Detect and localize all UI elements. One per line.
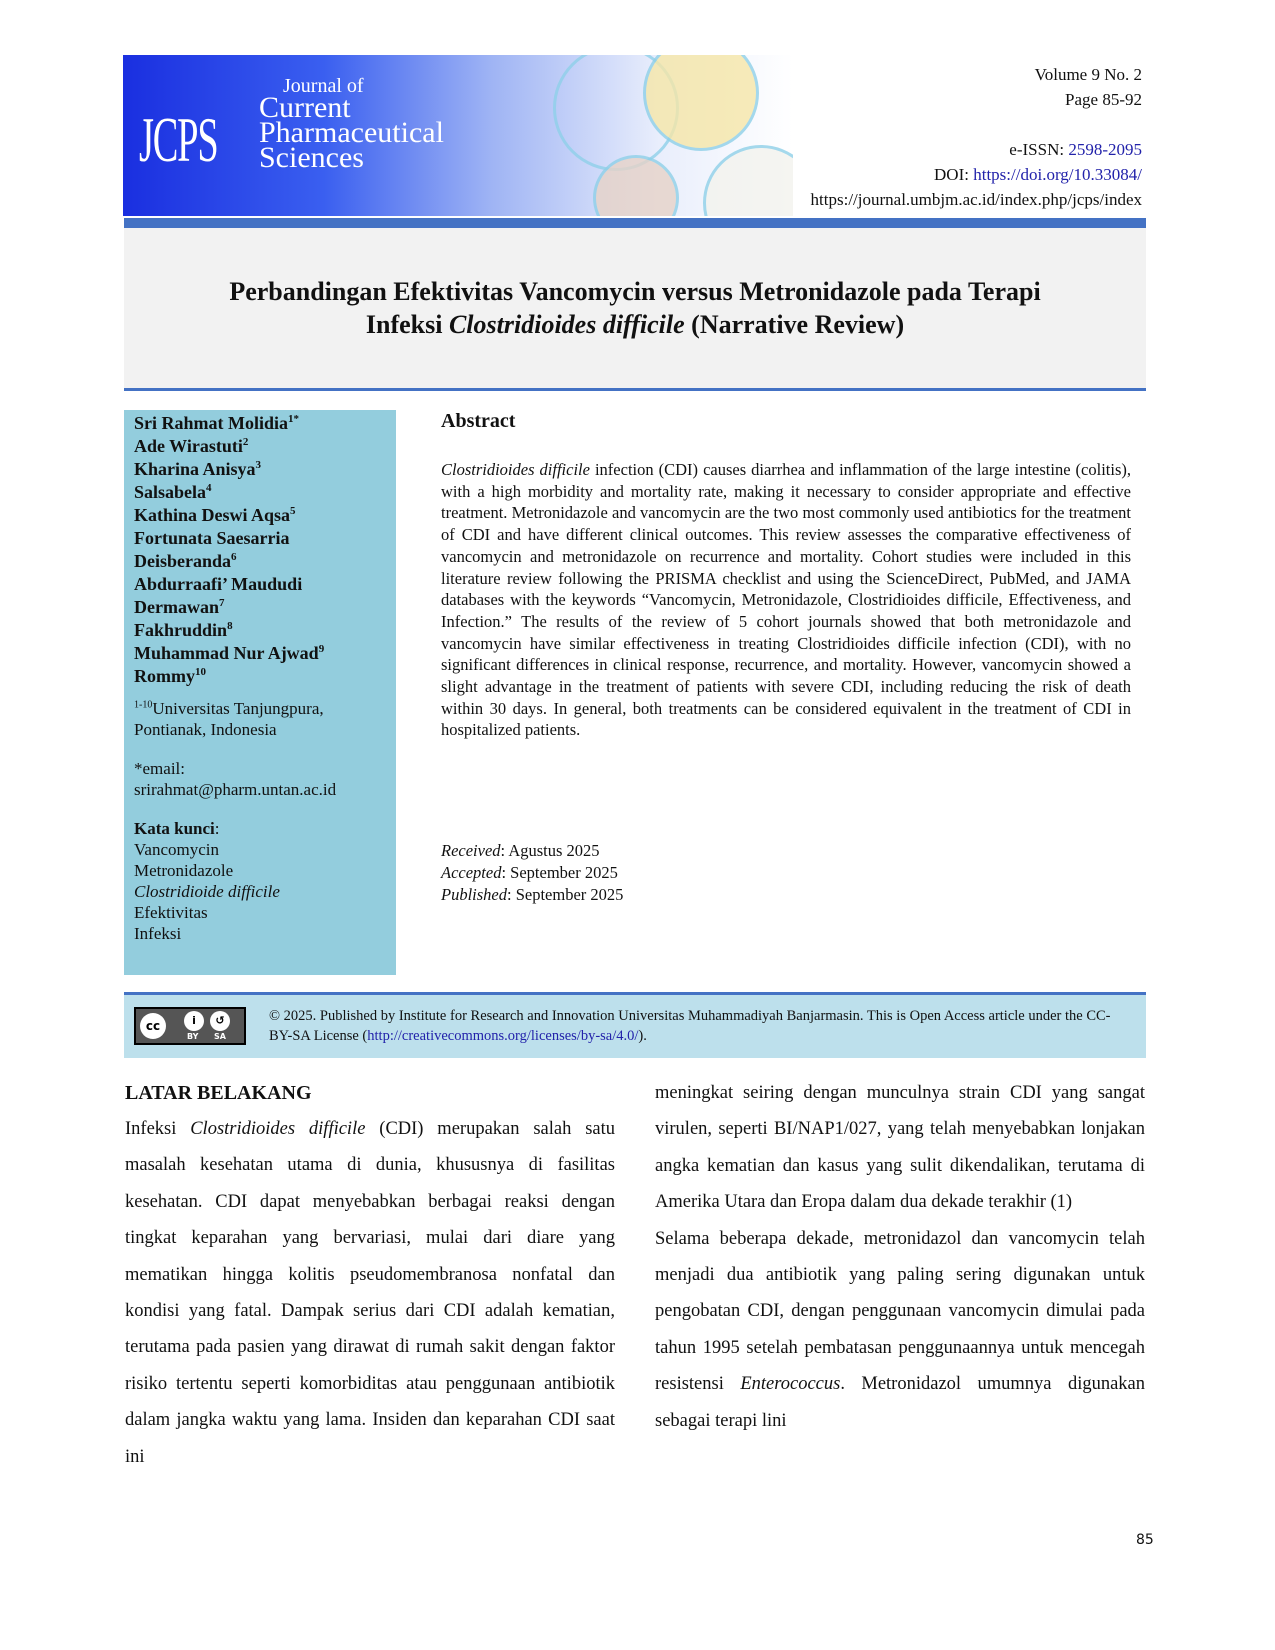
body-text: . Metronidazol umumnya digunakan sebagai terapi lini	[655, 1374, 1146, 1431]
author-sup: 3	[255, 459, 262, 471]
author-name-text: Fakhruddin	[134, 620, 228, 640]
author-name	[134, 596, 386, 619]
author-name-text: Dermawan	[134, 597, 219, 617]
author-name-text: Kathina Deswi Aqsa	[134, 505, 291, 525]
journal-meta	[811, 62, 1142, 212]
author-sup: 4	[206, 482, 212, 494]
logo-title	[259, 91, 444, 174]
author-name	[134, 642, 386, 665]
date-label: Accepted	[441, 863, 502, 882]
keyword: Metronidazole	[134, 861, 234, 880]
date-value: : September 2025	[501, 863, 618, 882]
author-sup: 10	[195, 666, 206, 678]
cc-by-sa-badge-icon: cc i ↺ BY SA	[134, 1007, 246, 1045]
license-link[interactable]: http://creativecommons.org/licenses/by-sa/4.0/	[367, 1028, 639, 1044]
logo-line: Pharmaceutical	[259, 116, 444, 149]
author-name-text: Salsabela	[134, 482, 207, 502]
author-name-text: Abdurraafi’ Maududi	[134, 574, 303, 594]
eissn-link[interactable]: 2598-2095	[1068, 140, 1142, 159]
affiliation-line: Pontianak, Indonesia	[134, 720, 277, 739]
license-text-part: ).	[638, 1028, 647, 1044]
journal-banner	[123, 55, 793, 216]
author-name-text: Kharina Anisya	[134, 459, 256, 479]
keyword: Infeksi	[134, 924, 182, 943]
logo-line: Current	[259, 91, 351, 124]
keyword: Vancomycin	[134, 840, 219, 859]
article-dates	[441, 840, 623, 906]
author-name	[134, 619, 386, 642]
abstract-heading: Abstract	[441, 410, 516, 432]
affiliation-line: Universitas Tanjungpura,	[152, 699, 324, 718]
license-bar	[124, 992, 1146, 1058]
date-label: Published	[441, 885, 507, 904]
eissn-label: e-ISSN:	[1009, 140, 1069, 159]
doi-link[interactable]: https://doi.org/10.33084/	[973, 165, 1142, 184]
section-heading: LATAR BELAKANG	[125, 1082, 312, 1104]
doi-label: DOI:	[934, 165, 974, 184]
affiliation	[134, 698, 386, 740]
body-left-column	[125, 1075, 615, 1475]
pages: Page 85-92	[1065, 90, 1142, 109]
affiliation-sup: 1-10	[134, 699, 153, 711]
author-sup: 6	[231, 551, 237, 563]
author-name	[134, 481, 386, 504]
keywords-label: Kata kunci	[134, 819, 215, 838]
body-text: (CDI) merupakan salah satu masalah kesehatan utama di dunia, khususnya di fasilitas kesehatan. CDI dapat menyebabkan berbagai reaksi dengan tingkat keparahan yang bervariasi, mulai dari diare yang mematikan hingga kolitis pseudomembranosa nonfatal dan kondisi yang fatal. Dampak serius dari CDI adalah kematian, terutama pada pasien yang dirawat di rumah sakit dengan faktor risiko tertentu seperti komorbiditas atau penggunaan antibiotik dalam jangka waktu yang lama. Insiden dan keparahan CDI saat ini	[125, 1119, 615, 1467]
author-sup: 9	[318, 643, 325, 655]
email-label: *email:	[134, 759, 185, 778]
author-name	[134, 504, 386, 527]
author-name	[134, 412, 386, 435]
keyword: Efektivitas	[134, 903, 208, 922]
author-panel: Sri Rahmat Molidia$^{1*}$ Ade Wirastuti$^2$ Kharina Anisya$^3$ Salsabela$^4$ Kathina Deswi Aqsa$^5$ Fortunata Saesarria Deisberanda$^6$ Abdurraafi’ Maududi Dermawan$^7$ Fakhruddin$^8$ Muhammad Nur Ajwad$^9$ Rommy$^{10}$ $^{1-10}$Universitas Tanjungpura, Pontianak, Indonesia *email: srirahmat@pharm.untan.ac.id Kata kunci: Vancomycin Metronidazole Clostridioide difficile Efektivitas Infeksi	[124, 410, 396, 975]
abstract-text	[441, 459, 1131, 741]
author-name-text: Ade Wirastuti	[134, 436, 243, 456]
body-paragraph	[655, 1221, 1145, 1439]
body-paragraph: meningkat seiring dengan munculnya strain CDI yang sangat virulen, seperti BI/NAP1/027, yang telah menyebabkan lonjakan angka kematian dan kasus yang sulit dikendalikan, terutama di Amerika Utara dan Eropa dalam dua dekade terakhir (1)	[655, 1083, 1145, 1213]
badge-by: BY	[187, 1032, 199, 1041]
divider	[124, 218, 1146, 228]
date-value: : Agustus 2025	[500, 841, 600, 860]
body-text: Selama beberapa dekade, metronidazol dan vancomycin telah menjadi dua antibiotik yang paling sering digunakan untuk pengobatan CDI, dengan penggunaan vancomycin dimulai pada tahun 1995 setelah pembatasan penggunaannya untuk mencegah resistensi	[655, 1228, 1145, 1395]
abstract-italic: Clostridioides difficile	[441, 460, 590, 479]
title-line: Perbandingan Efektivitas Vancomycin versus Metronidazole pada Terapi	[229, 277, 1041, 306]
author-name	[134, 458, 386, 481]
author-name	[134, 435, 386, 458]
date-label: Received	[441, 841, 501, 860]
author-name	[134, 550, 386, 573]
abstract-section	[441, 410, 1131, 741]
author-sup: 8	[227, 620, 233, 632]
author-sup: 7	[218, 597, 225, 609]
author-name-text: Fortunata Saesarria	[134, 528, 290, 548]
author-name-text: Rommy	[134, 666, 195, 686]
author-name	[134, 573, 386, 596]
license-text	[269, 1006, 1119, 1046]
article-title	[124, 228, 1146, 391]
page-number: 85	[1136, 1532, 1154, 1548]
logo-journal-of: Journal of	[283, 75, 364, 97]
volume: Volume 9 No. 2	[1034, 65, 1142, 84]
author-name	[134, 665, 386, 688]
logo-line: Sciences	[259, 141, 364, 174]
date-value: : September 2025	[507, 885, 624, 904]
journal-url-link[interactable]: https://journal.umbjm.ac.id/index.php/jcps/index	[810, 190, 1142, 209]
author-name-text: Muhammad Nur Ajwad	[134, 643, 319, 663]
author-sup: 5	[290, 505, 296, 517]
license-text-part: © 2025. Published by Institute for Research and Innovation Universitas Muhammadiyah Banjarmasin. This is Open Access article under the CC-BY-SA License (	[269, 1008, 1111, 1044]
keyword: Clostridioide difficile	[134, 882, 280, 901]
author-name-text: Sri Rahmat Molidia	[134, 413, 289, 433]
author-name-text: Deisberanda	[134, 551, 232, 571]
title-text: Infeksi	[365, 310, 449, 339]
email-value[interactable]: srirahmat@pharm.untan.ac.id	[134, 780, 337, 799]
author-name	[134, 527, 386, 550]
title-text: (Narrative Review)	[684, 310, 905, 339]
body-italic: Clostridioides difficile	[190, 1119, 366, 1139]
body-text: Infeksi	[125, 1119, 191, 1139]
badge-sa: SA	[214, 1032, 226, 1041]
author-sup: 2	[242, 436, 249, 448]
title-italic: Clostridioides difficile	[448, 310, 685, 339]
logo-abbr: JCPS	[139, 104, 218, 175]
body-italic: Enterococcus	[740, 1374, 841, 1395]
body-right-column	[655, 1075, 1145, 1439]
author-sup: 1*	[288, 413, 300, 425]
abstract-body: infection (CDI) causes diarrhea and inflammation of the large intestine (colitis), with a high morbidity and mortality rate, making it necessary to consider appropriate and effective treatment. Metronidazole and vancomycin are the two most commonly used antibiotics for the treatment of CDI and have different clinical outcomes. This review assesses the comparative effectiveness of vancomycin and metronidazole on recurrence and mortality. Cohort studies were included in this literature review following the PRISMA checklist and using the ScienceDirect, PubMed, and JAMA databases with the keywords “Vancomycin, Metronidazole, Clostridioides difficile, Effectiveness, and Infection.” The results of the review of 5 cohort journals showed that both metronidazole and vancomycin have similar effectiveness in treating Clostridioides difficile infection (CDI), with no significant differences in clinical response, recurrence, and mortality. However, vancomycin showed a slight advantage in the treatment of patients with severe CDI, including reducing the risk of death within 30 days. In general, both treatments can be considered equivalent in the treatment of CDI in hospitalized patients.	[441, 460, 1132, 740]
